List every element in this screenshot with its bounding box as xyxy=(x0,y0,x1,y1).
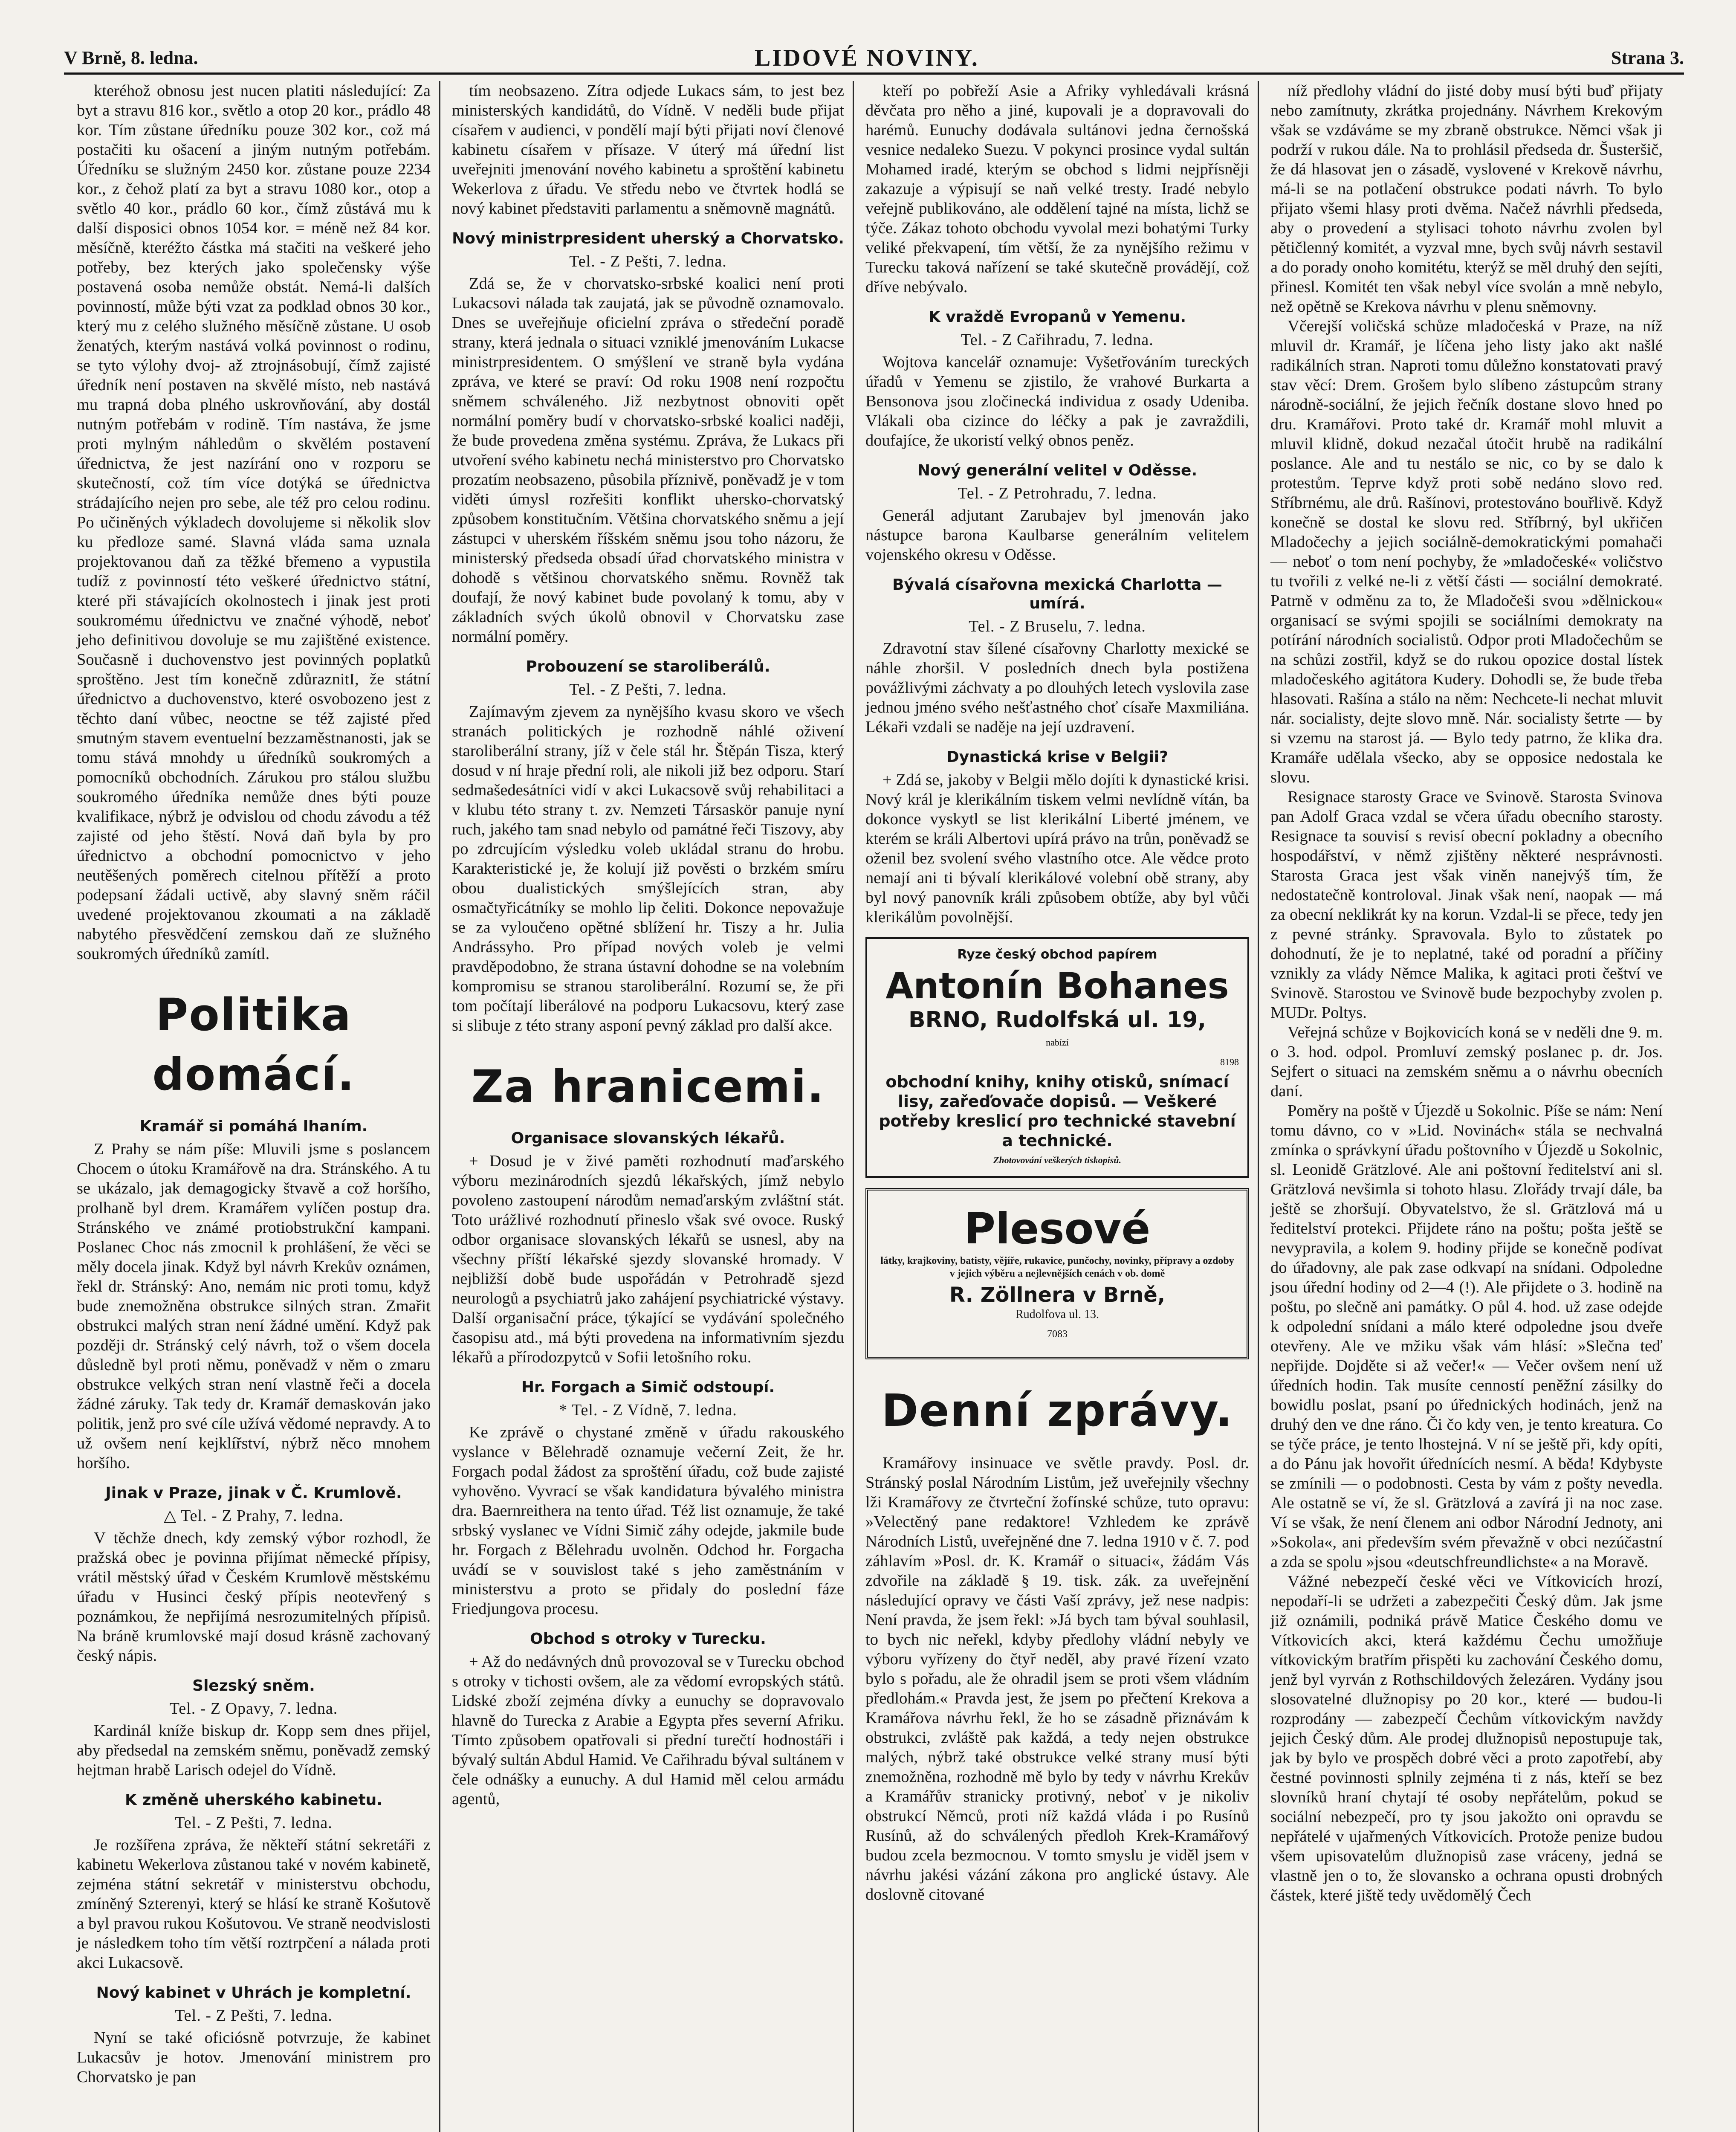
article-headline: Kramář si pomáhá lhaním. xyxy=(139,1118,368,1135)
article-body: Nyní se také oficiósně potvrzuje, že kabinet Lukacsův je hotov. Jmenování ministrem pro Chorvatsko je pan xyxy=(77,2029,431,2086)
dateline: Tel. - Z Pešti, 7. ledna. xyxy=(569,681,727,698)
column-rule xyxy=(853,81,854,2132)
column-rule xyxy=(1258,81,1259,2132)
dateline: Tel. - Z Opavy, 7. ledna. xyxy=(169,1700,338,1718)
section-heading-politika: Politika domácí. xyxy=(152,989,355,1101)
dateline: △ Tel. - Z Prahy, 7. ledna. xyxy=(164,1507,344,1525)
ad-business-name: R. Zöllnera v Brně, xyxy=(949,1283,1166,1307)
dateline: * Tel. - Z Vídně, 7. ledna. xyxy=(559,1401,737,1419)
running-head xyxy=(64,47,1684,75)
column-4 xyxy=(1270,81,1663,1905)
dateline: Tel. - Z Petrohradu, 7. ledna. xyxy=(958,484,1157,502)
article-body: Resignace starosty Grace ve Svinově. Starosta Svinova pan Adolf Graca vzdal se včera úřadu obecního starosty. Resignace ta souvisí s revisí obecní pokladny a obecního hospodářství, v němž zjištěny některé nesprávnosti. Starosta Graca jest však viněn nanejvýš tím, že nedostatečně kontroloval. Jinak však není, naopak — má za obecní neklikrát ky na korun. Vzdal-li se přece, tedy jen z pevné stránky. Spravovala. Bylo to zůstatek po dohodnutí, že je to neplatné, také od poradní a příčiny vznikly za vlády Němce Malika, k agitaci proti češtví ve Svinově. Starostou ve Svinově bude bezpochyby zvolen p. MUDr. Poltys. xyxy=(1270,788,1663,1022)
article-body: Kardinál kníže biskup dr. Kopp sem dnes přijel, aby předsedal na zemském sněmu, poněvadž zemský hejtman hrabě Larisch odejel do Vídně. xyxy=(77,1722,431,1779)
article-body: Veřejná schůze v Bojkovicích koná se v neděli dne 9. m. o 3. hod. odpol. Promluví zemský poslanec p. dr. Jos. Sejfert o situaci na zemském sněmu a o návrhu obecních daní. xyxy=(1270,1023,1663,1100)
column-1 xyxy=(77,81,431,2087)
article-continuation: tím neobsazeno. Zítra odjede Lukacs sám, to jest bez ministerských kandidátů, do Vídně. V neděli bude přijat císařem v audienci, v pondělí mají býti přijati noví členové kabinetu císařem v přísaze. V úterý má úřední list uveřejniti jmenování nového kabinetu a sproštění kabinetu Wekerlova z úřadu. Ve středu nebo ve čtvrtek hodlá se nový kabinet představiti parlamentu a sněmovně magnátů. xyxy=(452,82,844,217)
article-body: Wojtova kancelář oznamuje: Vyšetřováním tureckých úřadů v Yemenu se zjistilo, že vrahové Burkarta a Bensonova jsou zločinecká individua z osady Udeniba. Vlákali oba cizince do léčky a pak je zavraždili, doufajíce, že ukoristí velký obnos peněz. xyxy=(865,353,1249,449)
article-body: Vážné nebezpečí české věci ve Vítkovicích hrozí, nepodaří-li se udržeti a zabezpečiti Český dům. Jak jsme již oznámili, podniká právě Matice Českého domu ve Vítkovicích akci, která každému Čechu umožňuje vítkovickým bratřím přispěti ku zachování Českého domu, jenž byl vyrván z Rothschildových železáren. Vydány jsou slosovatelné dlužnopisy po 20 kor., které — budou-li rozprodány — zabezpečí Čechům vítkovickým navždy jejich Český dům. Ale prodej dlužnopisů nepostupuje tak, jak by bylo ve prospěch dobré věci a proto zapotřebí, aby čestné povinnosti splnily zejména ti z nás, kteří se bez slovníků hraní chytají té osoby nepřátelům, pokud se sociální nebezpečí, pro ty jsou jakožto oni opravdu se nepřátelé v ujařmených Vítkovicích. Protože penize budou všem upisovatelům dlužnopisů zase vráceny, jedná se vlastně jen o to, že slovansko a ochrana opusti drobných částek, které jiště tedy uvědomělý Čech xyxy=(1270,1573,1663,1904)
article-body: Kramářovy insinuace ve světle pravdy. Posl. dr. Stránský poslal Národním Listům, jež uveřejnily všechny lži Kramářovy ze čtvrteční žofínské schůze, tuto opravu: »Velectěný pane redaktore! Vzhledem ke zprávě Národních Listů, uveřejněné dne 7. ledna 1910 v č. 7. pod záhlavím »Posl. dr. K. Kramář o situaci«, žádám Vás zdvořile na základě § 19. tisk. zák. za uveřejnění následující opravy ve části Vaší zprávy, jež nese nadpis: Není pravda, že jsem řekl: »Já bych tam býval souhlasil, to bych nic neřekl, kdyby předlohy vládní nebyly ve výboru vyřízeny do čtyř neděl, aby pravé řízení vzato bylo s pořadu, ale že ohradil jsem se proti všem vládním předlohám.« Pravda jest, že jsem po přečtení Krekova a Kramářova návrhu řekl, že ho se zásadně přiznávám k obstrukci, zvláště pak každá, a tedy nejen obstrukce malých, nýbrž také obstrukce velké strany musí býti znemožněna, rozhodně mě bylo by tedy v návrhu Krekův a Kramářův stranicky protivný, neboť v je nikoliv obstrukcí Němců, proti níž každá vláda i po Rusínů Rusínů, až do schválených předloh Krek-Kramářový budou zcela bezmocnou. V tomto smyslu je viděl jsem v návrhu jakési vázání zákona pro anglické ústavy. Ale doslovně citované xyxy=(865,1454,1249,1903)
article-body: + Dosud je v živé paměti rozhodnutí maďarského výboru mezinárodních sjezdů lékařských, jímž nebylo povoleno zastoupení národům nemaďarským zvláštní stát. Toto urážlivé rozhodnutí přineslo však své ovoce. Ruský odbor organisace slovanských lékařů se usnesl, aby na všechny příští lékařské sjezdy slovanské hromady. V nejbližší době bude uspořádán v Petrohradě sjezd neurologů a psychiatrů jako zahájení psychiatrické výstavy. Další organisační práce, týkající se vydávání společného časopisu atd., má býti provedena na informativním sjezdu lékařů a přírodozpytců v Sofii letošního roku. xyxy=(452,1152,844,1366)
article-headline: K vraždě Evropanů v Yemenu. xyxy=(928,308,1186,326)
article-body: Z Prahy se nám píše: Mluvili jsme s poslancem Chocem o útoku Kramářově na dra. Stránského. A tu se ukázalo, jak demagogicky štvavě a což horšího, prolhaně byl drem. Kramářem vylíčen postup dra. Stránského ve známé protiobstrukční kampani. Poslanec Choc nás zmocnil k prohlášení, že věci se měly docela jinak. Když byl návrh Krekův oznámen, řekl dr. Stránský: Ano, nemám nic proti tomu, když bude znemožněna obstrukce silných stran. Zmařit obstrukci malých stran není žádné umění. Když pak později dr. Stránský celý návrh, tož o všem docela důsledně byl proti němu, poněvadž v něm o zmaru obstrukce velkých stran není vlastně řeči a docela žádné záruky. Tak tedy dr. Kramář demaskován jako politik, jenž pro své cíle užívá vědomé nepravdy. A to už ovšem není kejklířství, nýbrž něco mnohem horšího. xyxy=(77,1140,431,1472)
article-headline: Obchod s otroky v Turecku. xyxy=(530,1630,766,1648)
article-headline: K změně uherského kabinetu. xyxy=(125,1791,382,1809)
ad-offers-label: nabízí xyxy=(1046,1037,1069,1048)
article-continuation: níž předlohy vládní do jisté doby musí býti buď přijaty nebo zamítnuty, zkrátka projednány. Návrhem Krekovým však se vzdáváme se my zbraně obstrukce. Němci však ji podrží v rukou dále. Na to prohlásil předseda dr. Šusteršič, že dá hlasovat jen o zásadě, vyslovené v Krekově návrhu, má-li se na potlačení obstrukce podati návrh. To bylo přijato všemi hlasy proti dvěma. Načež návrhli předseda, aby o provedení a stylisaci tohoto návrhu zvolen byl pětičlenný komitét, a vyzval mne, bych svůj návrh sestavil a do porady onoho komitétu, kterýž se měl druhý den sejíti, přinesl. Komitét ten však nebyl více svolán a mně nebylo, než opětně se Krekova návrhu v plenu sněmovny. xyxy=(1270,82,1663,316)
article-body: Zdá se, že v chorvatsko-srbské koalici není proti Lukacsovi nálada tak zaujatá, jak se původně oznamovalo. Dnes se uveřejňuje oficielní zpráva o středeční poradě strany, která jednala o situaci vzniklé jmenováním Lukacse ministrpresidentem. O smýšlení ve straně byla vydána zpráva, ve které se praví: Od roku 1908 není rozpočtu sněmem schváleného. Již nezbytnost obnoviti opět normální poměry budí v chorvatsko-srbské koalici naději, že bude provedena změna systému. Zpráva, že Lukacs při utvoření svého kabinetu nechá ministerstvo pro Chorvatsko prozatím neobsazeno, působila příznivě, poněvadž je v tom viděti úmysl rozřešiti konflikt uhersko-chorvatský způsobem konstitučním. Většina chorvatského sněmu a její zástupci v uherském říšském sněmu jsou toho názoru, že ministerský předseda obsadí úřad chorvatského ministra v dohodě s většinou chorvatského sněmu. Rovněž tak doufají, že nový kabinet bude povolaný k tomu, aby v základních svých úkolů obnovil v Chorvatsku zase normální poměry. xyxy=(452,275,844,646)
article-body: Včerejší voličská schůze mladočeská v Praze, na níž mluvil dr. Kramář, je líčena jeho listy jako akt našlé radikálních stran. Naproti tomu důležno konstatovati pravý stav věcí: Drem. Grošem bylo slíbeno zástupcům strany národně-sociální, že jejich řečník dostane slovo hned po dru. Kramářovi. Proto také dr. Kramář mohl mluvit a mluvil klidně, dokud nezačal útočit hrubě na radikální poslance. Ale and tu nestálo se nic, co by se dalo k protestům. Teprve když proti sobě nedáno slovo red. Stříbrnému, ale drů. Rašínovi, protestováno bouřlivě. Když konečně se dostal ke slovu red. Stříbrný, byl ukřičen Mladočechy a jejich sociálně-demokratickými pomahači — neboť o tom není pochyby, že »mladočeské« voličstvo tu tvořili z velké ne-li z větší části — sociální demokraté. Patrně v odměnu za to, že Mladočeši svou »dělnickou« organisací se svými spojili se sociálními demokraty na potírání národních socialistů. Odpor proti Mladočechům se na schůzi zostřil, když se do rukou opozice dostal lístek mladočeského agitátora Kudery. Dohodli se, že bude třeba hlasovati. Rašína a stálo na něm: Nechcete-li nechat mluvit nár. socialisty, dejte slovo mně. Nár. socialisty šetrte — by si vzemu na starost já. — Bylo tedy patrno, že klika dra. Kramáře udělala všecko, aby se opposice nedostala ke slovu. xyxy=(1270,317,1663,786)
article-body: Zdravotní stav šílené císařovny Charlotty mexické se náhle zhoršil. V posledních dnech byla postižena povážlivými záchvaty a po dlouhých letech vyslovila zase jednou jméno svého nešťastného choť císaře Maxmiliána. Lékaři vzdali se naděje na její uzdravení. xyxy=(865,640,1249,736)
article-headline: Hr. Forgach a Simič odstoupí. xyxy=(521,1379,775,1396)
article-headline: Nový ministrpresident uherský a Chorvatsko. xyxy=(452,230,844,247)
ad-body: látky, krajkoviny, batisty, vějíře, rukavice, punčochy, novinky, přípravy a ozdoby v jejich výběru a nejlevnějších cenách v ob. domě xyxy=(880,1255,1234,1279)
column-3 xyxy=(865,81,1249,1904)
column-2 xyxy=(452,81,844,1809)
article-body: Poměry na poště v Újezdě u Sokolnic. Píše se nám: Není tomu dávno, co v »Lid. Novinách« stála se nechvalná zmínka o správkyní úřadu poštovního v Újezdě u Sokolnic, sl. Leonidě Grätzlové. Ale ani poštovní ředitelství ani sl. Grätzlová nevšimla si tohoto hlasu. Zlořády trvají dále, ba ještě se zhoršují. Obyvatelstvo, že sl. Grätzlová má u ředitelství protekci. Přijdete ráno na poštu; pošta ještě se nevypravila, a kolem 9. hodiny přijde se konečně podívat do úřadovny, ale pak zase odkvapí na snídani. Odpoledne jsou úřední hodiny od 2—4 (!). Ale přijdete o 3. hodině na poštu, po slečně ani památky. O půl 4. hod. už zase odejde k odpolední snídani a málo které odpoledne jsou dveře otevřeny. Ale ve mžiku však vám hlásí: »Slečna teď nepřijde. Dojděte si až večer!« — Večer ovšem není už úředních hodin. Tak musíte cenností peněžní zásilky do bowidlu poslat, psaní po úřednických hodinách, jenž na druhý den ve dne ráno. Či čo kdy ven, je tento kreatura. Co se týče práce, je tento lhostejná. V ní se ještě při, kdy opíti, a do Pánu jak hovořit úřednících nesmí. A běda! Kdybyste se zmínili — o podobnosti. Cesta by vám z pošty nevedla. Ale ostatně se ví, že sl. Grätzlová a zavírá ji na noc zase. Ví se však, že není členem ani odbor Národní Jednoty, ani »Sokola«, ani především svém převažně v obci nezúčastní a zda se spolu »jsou «deutschfreundlichste« a na Moravě. xyxy=(1270,1102,1663,1571)
article-continuation: kteří po pobřeží Asie a Afriky vyhledávali krásná děvčata pro něho a jiné, kupovali je a dopravovali do harémů. Eunuchy dodávala sultánovi jedna černošská vesnice nedaleko Suezu. V pokynci prosince vydal sultán Mohamed iradé, kterým se obchod s lidmi nejpřísněji zakazuje a výpisují se naň velké tresty. Iradé nebylo veřejně publikováno, ale oddělení tajné na místa, lichž se týče. Zákaz tohoto obchodu vyvolal mezi bohatými Turky veliké překvapení, tím větší, že za nynějšího režimu v Turecku taková nařízení se také skutečně provádějí, což dříve nebývalo. xyxy=(865,82,1249,296)
page-number: Strana 3. xyxy=(1611,47,1684,68)
ad-body: obchodní knihy, knihy otisků, snímací lisy, zařeďovače dopisů. — Veškeré potřeby kreslicí pro technické stavební a technické. xyxy=(879,1072,1236,1150)
dateline: Tel. - Z Pešti, 7. ledna. xyxy=(569,252,727,270)
article-headline: Slezský sněm. xyxy=(192,1677,315,1695)
article-body: Je rozšířena zpráva, že někteří státní sekretáři z kabinetu Wekerlova zůstanou také v novém kabinetě, zejména státní sekretář v ministerstvu obchodu, zmíněný Szterenyi, který se hlásí ke straně Košutově a byl pravou rukou Košutovou. Ve straně neodvislosti je následkem toho tím větší roztrpčení a nálada proti akci Lukacsově. xyxy=(77,1836,431,1972)
article-continuation: kteréhož obnosu jest nucen platiti následující: Za byt a stravu 816 kor., světlo a otop 20 kor., prádlo 48 kor. Tím zůstane úředníku pouze 302 kor., což má postačiti ku ošacení a jiným nutným potřebám. Úředníku se služným 2450 kor. zůstane pouze 2234 kor., z čehož platí za byt a stravu 1080 kor., otop a světlo 40 kor., prádlo 60 kor., čímž zůstává mu k další disposici obnos 1054 kor. = méně než 84 kor. měsíčně, kteréžto částka má stačiti na veškeré jeho potřeby, bez kterých jako společensky výše postavená osoba nemůže obstát. Nemá-li dalších povinností, může býti vzat za podklad obnos 30 kor., který mu z celého služného měsíčně zůstane. U osob ženatých, kterým nastává volká povinnost o rodinu, se tyto výlohy dvoj- až ztrojnásobují, čímž zajisté úředník není postaven na skvělé místo, neb nastává mu trapná doba plného uskrovňování, aby dostál nutným potřebám v rodině. Tím nastáva, že jsme proti mylným náhledům o skvělém postavení úřednictva, že jest nazírání ono v rozporu se skutečností, což tím více dotýká se úřednictva strádajícího nejen pro sebe, ale též pro celou rodinu. Po učiněných výkladech dovolujeme si několik slov ku předloze samé. Slavná vláda sama uznala projektovanou daň za těžké břemeno a vypustila tudíž z povinností této veškeré úřednictvo státní, které při stávajících okolnostech i jinak jest proti soukromému úřednictvu ve značné výhodě, neboť jeho definitivou dovoluje se mu zajištěné existence. Současně i duchovenstvo jest povinných poplatků sproštěno. Jest tím konečně zdůraznitI, že státní úřednictvo a duchovenstvo, které osvobozeno jest z těchto daní vůbec, neoctne se též zajisté před smutným stavem eventuelní bezzaměstnanosti, jak se tomu stává mnohdy u úředníků soukromých a pomocníků obchodních. Zárukou pro stálou službu soukromého úředníka nemůže dnes býti pouze kvalifikace, nýbrž je odvislou od chodu závodu a též zajisté od jeho štěstí. Nová daň byla by pro úřednictvo a obchodní pomocnictvo v jeho neutěšených poměrech citelnou přítěží a proto podepsaní žádali uctivě, aby slavný sněm ráčil uvedené projektovanou zkoumati a na základě nabytého přesvědčení zemskou daň ze služného soukromých úředníků zamítl. xyxy=(77,82,431,963)
dateline: Tel. - Z Pešti, 7. ledna. xyxy=(175,1814,333,1832)
advertisement-zollner xyxy=(865,1188,1249,1359)
masthead-title: LIDOVÉ NOVINY. xyxy=(755,45,979,71)
dateline: Tel. - Z Pešti, 7. ledna. xyxy=(175,2007,333,2025)
article-headline: Nový generální velitel v Oděsse. xyxy=(917,462,1198,479)
ad-footer: Zhotovování veškerých tiskopisů. xyxy=(993,1155,1122,1165)
ad-tagline: Ryze český obchod papírem xyxy=(957,947,1157,962)
article-body: + Až do nedávných dnů provozoval se v Turecku obchod s otroky v tichosti ovšem, ale za vědomí evropských států. Lidské zboží zejména dívky a eunuchy se dopravovalo hlavně do Turecka z Arabie a Egypta přes severní Afriku. Tímto způsobem opatřovali si přední turečtí hodnostáři i bývalý sultán Abdul Hamid. Ve Cařihradu býval sultánem v čele odnášky a eunuchy. A dul Hamid měl celou armádu agentů, xyxy=(452,1653,844,1808)
dateline: Tel. - Z Bruselu, 7. ledna. xyxy=(969,617,1146,635)
section-heading-denni-zpravy: Denní zprávy. xyxy=(881,1385,1233,1437)
article-headline: Organisace slovanských lékařů. xyxy=(511,1130,785,1147)
ad-business-name: Antonín Bohanes xyxy=(885,965,1229,1007)
article-body: V těchže dnech, kdy zemský výbor rozhodl, že pražská obec je povinna přijímat německé přípisy, vrátil městský úřad v Českém Krumlově městskému úřadu v Husinci český přípis neotevřený s poznámkou, že nepřijímá nesrozumitelných přípisů. Na bráně krumlovské mají dosud krásně zachovaný český nápis. xyxy=(77,1529,431,1665)
article-body: Zajímavým zjevem za nynějšího kvasu skoro ve všech stranách politických je rozhodně náhlé oživení staroliberální strany, jíž v čele stál hr. Štěpán Tisza, který dosud v ní hraje přední roli, ale nikoli již bez odporu. Starí sedmašedesátníci vidí v akci Lukacsově svůj rehabilitaci a v klubu této strany t. zv. Nemzeti Társaskör panuje nyní ruch, jakého tam snad nebylo od památné řeči Tiszovy, aby po zdrcujícím výsledku voleb ukládal stranu do hrobu. Karakteristické je, že kolují již pověsti o brzkém smíru obou dualistických smýšlejících stran, aby osmačtyřicátníky se mohlo lip čeliti. Dokonce nepovažuje se za vyloučeno opětné sblížení hr. Tiszy a hr. Julia Andrássyho. Pro případ nových voleb je velmi pravděpodobno, že strana ústavní dohodne se na volebním kompromisu se stranou staroliberální. Rozumí se, že při tom počítají liberálové na podporu Lukacsovu, který zase si slibuje z této strany asponí pevný základ pro další akce. xyxy=(452,703,844,1034)
article-headline: Bývalá císařovna mexická Charlotta — umírá. xyxy=(892,576,1222,612)
ad-title: Plesové xyxy=(964,1204,1151,1254)
ad-address: BRNO, Rudolfská ul. 19, xyxy=(908,1007,1207,1033)
issue-date: V Brně, 8. ledna. xyxy=(64,47,198,68)
column-rule xyxy=(439,81,440,2132)
ad-number: 8198 xyxy=(1220,1057,1239,1067)
article-headline: Probouzení se staroliberálů. xyxy=(526,658,770,675)
article-headline: Nový kabinet v Uhrách je kompletní. xyxy=(96,1984,411,2002)
ad-number: 7083 xyxy=(1047,1329,1068,1340)
ad-address: Rudolfova ul. 13. xyxy=(1016,1308,1099,1321)
article-body: Generál adjutant Zarubajev byl jmenován jako nástupce barona Kaulbarse generálním velitelem vojenského okresu v Oděsse. xyxy=(865,507,1249,564)
article-headline: Dynastická krise v Belgii? xyxy=(946,748,1169,766)
dateline: Tel. - Z Cařihradu, 7. ledna. xyxy=(961,331,1154,349)
article-body: + Zdá se, jakoby v Belgii mělo dojíti k dynastické krisi. Nový král je klerikálním tiskem velmi nevlídně vítán, ba dokonce vyskytl se list klerikální Liberté jménem, ve kterém se králi Albertovi upírá právo na trůn, poněvadž se oženil bez svolení svého vlastního otce. Ale vědce proto nemají ani ti bývalí klerikálové volební obě strany, aby byl nový panovník králi způsobem obtíže, aby byl vůči klerikálům povolnější. xyxy=(865,771,1249,926)
article-headline: Jinak v Praze, jinak v Č. Krumlově. xyxy=(105,1484,402,1502)
article-body: Ke zprávě o chystané změně v úřadu rakouského vyslance v Bělehradě oznamuje večerní Zeit, že hr. Forgach podal žádost za sproštění úřadu, což bude zajisté vyhověno. Vyvrací se však kandidatura bývalého ministra dra. Baernreithera na tento úřad. Též list oznamuje, že také srbský vyslanec ve Vídni Simič záhy odejde, jakmile bude hr. Forgach z Bělehradu uvolněn. Odchod hr. Forgacha uvádí se v souvislost také s jeho zaměstnáním v ministerstvu a proto se přidaly do poslední fáze Friedjungova procesu. xyxy=(452,1423,844,1618)
advertisement-bohanes xyxy=(865,937,1249,1178)
section-heading-za-hranicemi: Za hranicemi. xyxy=(471,1060,825,1112)
